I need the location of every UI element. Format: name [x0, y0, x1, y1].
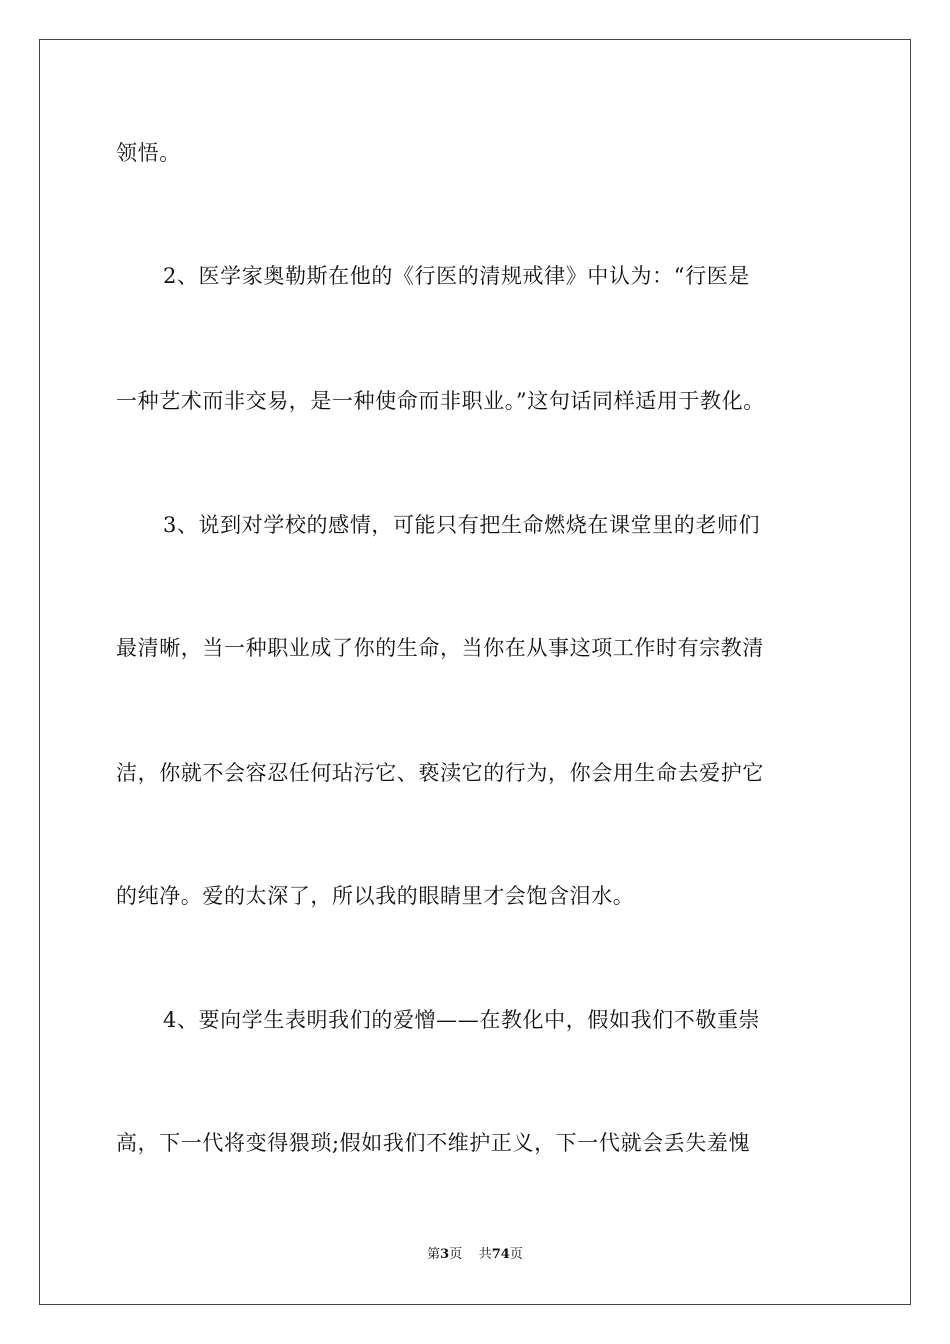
text-line: 一种艺术而非交易，是一种使命而非职业。”这句话同样适用于教化。 [116, 389, 765, 413]
page-prefix: 第 [427, 1247, 441, 1262]
page-number: 3 [440, 1247, 450, 1262]
text-line: 3、说到对学校的感情，可能只有把生命燃烧在课堂里的老师们 [163, 513, 761, 537]
text-line: 高，下一代将变得猥琐;假如我们不维护正义，下一代就会丢失羞愧 [116, 1131, 751, 1155]
text-line: 最清晰，当一种职业成了你的生命，当你在从事这项工作时有宗教清 [116, 636, 764, 660]
page-suffix: 页 [449, 1247, 463, 1262]
text-line: 4、要向学生表明我们的爱憎——在教化中，假如我们不敬重崇 [163, 1008, 761, 1032]
total-suffix: 页 [509, 1247, 523, 1262]
text-line: 洁，你就不会容忍任何玷污它、亵渎它的行为，你会用生命去爱护它 [116, 761, 764, 785]
text-line: 的纯净。爱的太深了，所以我的眼睛里才会饱含泪水。 [116, 884, 635, 908]
text-line: 领悟。 [116, 141, 181, 165]
text-line: 2、医学家奥勒斯在他的《行医的清规戒律》中认为：“行医是 [163, 264, 750, 288]
total-pages: 74 [491, 1247, 510, 1262]
page-footer [0, 1246, 950, 1264]
page-border [39, 39, 911, 1305]
total-prefix: 共 [478, 1247, 492, 1262]
